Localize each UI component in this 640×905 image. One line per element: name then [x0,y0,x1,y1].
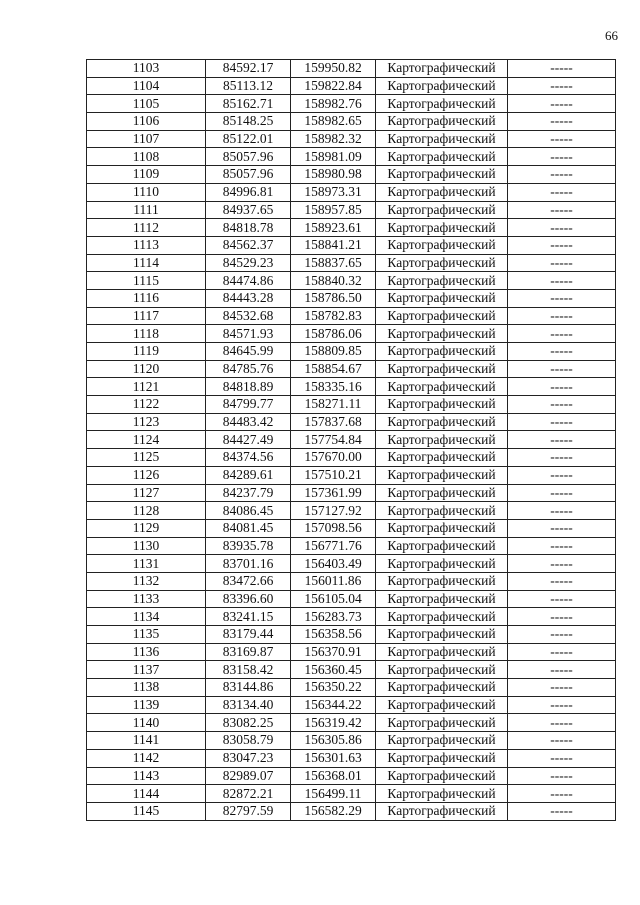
y-coordinate-cell: 159950.82 [291,60,376,78]
method-cell: Картографический [376,166,508,184]
point-number-cell: 1117 [87,307,206,325]
accuracy-cell: ----- [508,679,616,697]
point-number-cell: 1114 [87,254,206,272]
y-coordinate-cell: 157510.21 [291,466,376,484]
table-row [87,661,616,679]
accuracy-cell: ----- [508,219,616,237]
accuracy-cell: ----- [508,60,616,78]
table-row [87,60,616,78]
y-coordinate-cell: 159822.84 [291,77,376,95]
accuracy-cell: ----- [508,590,616,608]
method-cell: Картографический [376,785,508,803]
table-row [87,413,616,431]
method-cell: Картографический [376,343,508,361]
x-coordinate-cell: 83047.23 [206,749,291,767]
table-row [87,767,616,785]
table-row [87,77,616,95]
point-number-cell: 1131 [87,555,206,573]
method-cell: Картографический [376,449,508,467]
x-coordinate-cell: 85162.71 [206,95,291,113]
point-number-cell: 1111 [87,201,206,219]
accuracy-cell: ----- [508,307,616,325]
table-row [87,378,616,396]
y-coordinate-cell: 156350.22 [291,679,376,697]
table-row [87,431,616,449]
table-row [87,555,616,573]
accuracy-cell: ----- [508,148,616,166]
table-row [87,113,616,131]
method-cell: Картографический [376,95,508,113]
point-number-cell: 1110 [87,183,206,201]
accuracy-cell: ----- [508,413,616,431]
accuracy-cell: ----- [508,343,616,361]
table-row [87,343,616,361]
table-row [87,519,616,537]
point-number-cell: 1128 [87,502,206,520]
x-coordinate-cell: 83179.44 [206,626,291,644]
point-number-cell: 1140 [87,714,206,732]
x-coordinate-cell: 84289.61 [206,466,291,484]
table-row [87,696,616,714]
x-coordinate-cell: 82872.21 [206,785,291,803]
table-row [87,201,616,219]
method-cell: Картографический [376,502,508,520]
x-coordinate-cell: 84532.68 [206,307,291,325]
accuracy-cell: ----- [508,749,616,767]
table-row [87,166,616,184]
method-cell: Картографический [376,396,508,414]
method-cell: Картографический [376,590,508,608]
table-row [87,537,616,555]
x-coordinate-cell: 83158.42 [206,661,291,679]
x-coordinate-cell: 82797.59 [206,802,291,820]
y-coordinate-cell: 157098.56 [291,519,376,537]
table-row [87,254,616,272]
y-coordinate-cell: 156771.76 [291,537,376,555]
accuracy-cell: ----- [508,431,616,449]
y-coordinate-cell: 158982.32 [291,130,376,148]
y-coordinate-cell: 158840.32 [291,272,376,290]
y-coordinate-cell: 158782.83 [291,307,376,325]
table-row [87,626,616,644]
y-coordinate-cell: 156368.01 [291,767,376,785]
accuracy-cell: ----- [508,696,616,714]
x-coordinate-cell: 83472.66 [206,572,291,590]
x-coordinate-cell: 83144.86 [206,679,291,697]
table-row [87,590,616,608]
method-cell: Картографический [376,219,508,237]
point-number-cell: 1120 [87,360,206,378]
accuracy-cell: ----- [508,519,616,537]
table-row [87,484,616,502]
x-coordinate-cell: 83134.40 [206,696,291,714]
x-coordinate-cell: 83241.15 [206,608,291,626]
point-number-cell: 1123 [87,413,206,431]
point-number-cell: 1133 [87,590,206,608]
point-number-cell: 1121 [87,378,206,396]
method-cell: Картографический [376,360,508,378]
method-cell: Картографический [376,378,508,396]
point-number-cell: 1109 [87,166,206,184]
y-coordinate-cell: 158981.09 [291,148,376,166]
y-coordinate-cell: 156105.04 [291,590,376,608]
method-cell: Картографический [376,732,508,750]
accuracy-cell: ----- [508,325,616,343]
x-coordinate-cell: 84374.56 [206,449,291,467]
table-row [87,148,616,166]
method-cell: Картографический [376,661,508,679]
point-number-cell: 1141 [87,732,206,750]
method-cell: Картографический [376,289,508,307]
table-row [87,272,616,290]
point-number-cell: 1139 [87,696,206,714]
method-cell: Картографический [376,413,508,431]
method-cell: Картографический [376,626,508,644]
point-number-cell: 1143 [87,767,206,785]
y-coordinate-cell: 156403.49 [291,555,376,573]
method-cell: Картографический [376,714,508,732]
method-cell: Картографический [376,643,508,661]
point-number-cell: 1115 [87,272,206,290]
y-coordinate-cell: 157837.68 [291,413,376,431]
accuracy-cell: ----- [508,289,616,307]
x-coordinate-cell: 85057.96 [206,148,291,166]
x-coordinate-cell: 84571.93 [206,325,291,343]
method-cell: Картографический [376,608,508,626]
accuracy-cell: ----- [508,732,616,750]
point-number-cell: 1142 [87,749,206,767]
point-number-cell: 1104 [87,77,206,95]
accuracy-cell: ----- [508,572,616,590]
y-coordinate-cell: 156370.91 [291,643,376,661]
point-number-cell: 1118 [87,325,206,343]
table-row [87,785,616,803]
y-coordinate-cell: 156011.86 [291,572,376,590]
y-coordinate-cell: 158809.85 [291,343,376,361]
table-row [87,449,616,467]
accuracy-cell: ----- [508,449,616,467]
point-number-cell: 1137 [87,661,206,679]
method-cell: Картографический [376,148,508,166]
accuracy-cell: ----- [508,555,616,573]
x-coordinate-cell: 84818.89 [206,378,291,396]
y-coordinate-cell: 158982.65 [291,113,376,131]
y-coordinate-cell: 156319.42 [291,714,376,732]
x-coordinate-cell: 84427.49 [206,431,291,449]
table-row [87,325,616,343]
x-coordinate-cell: 84818.78 [206,219,291,237]
table-row [87,732,616,750]
x-coordinate-cell: 82989.07 [206,767,291,785]
method-cell: Картографический [376,130,508,148]
y-coordinate-cell: 156344.22 [291,696,376,714]
x-coordinate-cell: 84645.99 [206,343,291,361]
table-row [87,466,616,484]
point-number-cell: 1132 [87,572,206,590]
point-number-cell: 1105 [87,95,206,113]
point-number-cell: 1129 [87,519,206,537]
point-number-cell: 1125 [87,449,206,467]
x-coordinate-cell: 84592.17 [206,60,291,78]
x-coordinate-cell: 84785.76 [206,360,291,378]
y-coordinate-cell: 158271.11 [291,396,376,414]
table-row [87,714,616,732]
point-number-cell: 1113 [87,236,206,254]
method-cell: Картографический [376,679,508,697]
point-number-cell: 1136 [87,643,206,661]
method-cell: Картографический [376,77,508,95]
y-coordinate-cell: 158335.16 [291,378,376,396]
table-row [87,643,616,661]
x-coordinate-cell: 84937.65 [206,201,291,219]
accuracy-cell: ----- [508,272,616,290]
method-cell: Картографический [376,60,508,78]
accuracy-cell: ----- [508,626,616,644]
method-cell: Картографический [376,272,508,290]
x-coordinate-cell: 84483.42 [206,413,291,431]
table-row [87,360,616,378]
method-cell: Картографический [376,537,508,555]
x-coordinate-cell: 84086.45 [206,502,291,520]
x-coordinate-cell: 83082.25 [206,714,291,732]
x-coordinate-cell: 84443.28 [206,289,291,307]
x-coordinate-cell: 83935.78 [206,537,291,555]
accuracy-cell: ----- [508,714,616,732]
point-number-cell: 1144 [87,785,206,803]
table-row [87,608,616,626]
y-coordinate-cell: 158786.50 [291,289,376,307]
point-number-cell: 1119 [87,343,206,361]
point-number-cell: 1107 [87,130,206,148]
x-coordinate-cell: 85122.01 [206,130,291,148]
y-coordinate-cell: 156499.11 [291,785,376,803]
y-coordinate-cell: 157127.92 [291,502,376,520]
accuracy-cell: ----- [508,643,616,661]
y-coordinate-cell: 158980.98 [291,166,376,184]
accuracy-cell: ----- [508,166,616,184]
x-coordinate-cell: 84562.37 [206,236,291,254]
method-cell: Картографический [376,484,508,502]
accuracy-cell: ----- [508,608,616,626]
method-cell: Картографический [376,201,508,219]
method-cell: Картографический [376,236,508,254]
table-row [87,236,616,254]
table-row [87,679,616,697]
y-coordinate-cell: 156360.45 [291,661,376,679]
table-body [87,60,616,821]
y-coordinate-cell: 158854.67 [291,360,376,378]
x-coordinate-cell: 83169.87 [206,643,291,661]
accuracy-cell: ----- [508,113,616,131]
y-coordinate-cell: 158841.21 [291,236,376,254]
x-coordinate-cell: 84799.77 [206,396,291,414]
y-coordinate-cell: 156283.73 [291,608,376,626]
table-row [87,307,616,325]
x-coordinate-cell: 85057.96 [206,166,291,184]
accuracy-cell: ----- [508,802,616,820]
method-cell: Картографический [376,749,508,767]
y-coordinate-cell: 156358.56 [291,626,376,644]
coordinates-table [86,59,616,821]
method-cell: Картографический [376,696,508,714]
point-number-cell: 1145 [87,802,206,820]
accuracy-cell: ----- [508,130,616,148]
point-number-cell: 1127 [87,484,206,502]
y-coordinate-cell: 158923.61 [291,219,376,237]
method-cell: Картографический [376,572,508,590]
y-coordinate-cell: 157670.00 [291,449,376,467]
method-cell: Картографический [376,431,508,449]
y-coordinate-cell: 158786.06 [291,325,376,343]
y-coordinate-cell: 157361.99 [291,484,376,502]
x-coordinate-cell: 84474.86 [206,272,291,290]
point-number-cell: 1130 [87,537,206,555]
point-number-cell: 1122 [87,396,206,414]
method-cell: Картографический [376,802,508,820]
x-coordinate-cell: 83701.16 [206,555,291,573]
accuracy-cell: ----- [508,502,616,520]
method-cell: Картографический [376,254,508,272]
table-row [87,219,616,237]
accuracy-cell: ----- [508,537,616,555]
y-coordinate-cell: 158957.85 [291,201,376,219]
table-row [87,502,616,520]
x-coordinate-cell: 84081.45 [206,519,291,537]
point-number-cell: 1112 [87,219,206,237]
point-number-cell: 1126 [87,466,206,484]
method-cell: Картографический [376,519,508,537]
accuracy-cell: ----- [508,236,616,254]
method-cell: Картографический [376,325,508,343]
y-coordinate-cell: 156305.86 [291,732,376,750]
accuracy-cell: ----- [508,661,616,679]
x-coordinate-cell: 84996.81 [206,183,291,201]
table-row [87,572,616,590]
x-coordinate-cell: 83058.79 [206,732,291,750]
accuracy-cell: ----- [508,378,616,396]
accuracy-cell: ----- [508,183,616,201]
method-cell: Картографический [376,183,508,201]
accuracy-cell: ----- [508,484,616,502]
accuracy-cell: ----- [508,360,616,378]
point-number-cell: 1138 [87,679,206,697]
table-row [87,749,616,767]
x-coordinate-cell: 85148.25 [206,113,291,131]
method-cell: Картографический [376,466,508,484]
x-coordinate-cell: 85113.12 [206,77,291,95]
table-row [87,183,616,201]
method-cell: Картографический [376,113,508,131]
y-coordinate-cell: 157754.84 [291,431,376,449]
accuracy-cell: ----- [508,201,616,219]
accuracy-cell: ----- [508,466,616,484]
method-cell: Картографический [376,555,508,573]
x-coordinate-cell: 83396.60 [206,590,291,608]
method-cell: Картографический [376,767,508,785]
y-coordinate-cell: 156582.29 [291,802,376,820]
point-number-cell: 1103 [87,60,206,78]
y-coordinate-cell: 158973.31 [291,183,376,201]
y-coordinate-cell: 156301.63 [291,749,376,767]
accuracy-cell: ----- [508,396,616,414]
point-number-cell: 1116 [87,289,206,307]
point-number-cell: 1134 [87,608,206,626]
table-row [87,95,616,113]
point-number-cell: 1106 [87,113,206,131]
accuracy-cell: ----- [508,95,616,113]
table-row [87,396,616,414]
accuracy-cell: ----- [508,767,616,785]
x-coordinate-cell: 84529.23 [206,254,291,272]
point-number-cell: 1108 [87,148,206,166]
accuracy-cell: ----- [508,77,616,95]
table-row [87,289,616,307]
point-number-cell: 1135 [87,626,206,644]
table-row [87,130,616,148]
y-coordinate-cell: 158982.76 [291,95,376,113]
x-coordinate-cell: 84237.79 [206,484,291,502]
page-number: 66 [605,28,618,43]
accuracy-cell: ----- [508,785,616,803]
point-number-cell: 1124 [87,431,206,449]
y-coordinate-cell: 158837.65 [291,254,376,272]
accuracy-cell: ----- [508,254,616,272]
table-row [87,802,616,820]
method-cell: Картографический [376,307,508,325]
